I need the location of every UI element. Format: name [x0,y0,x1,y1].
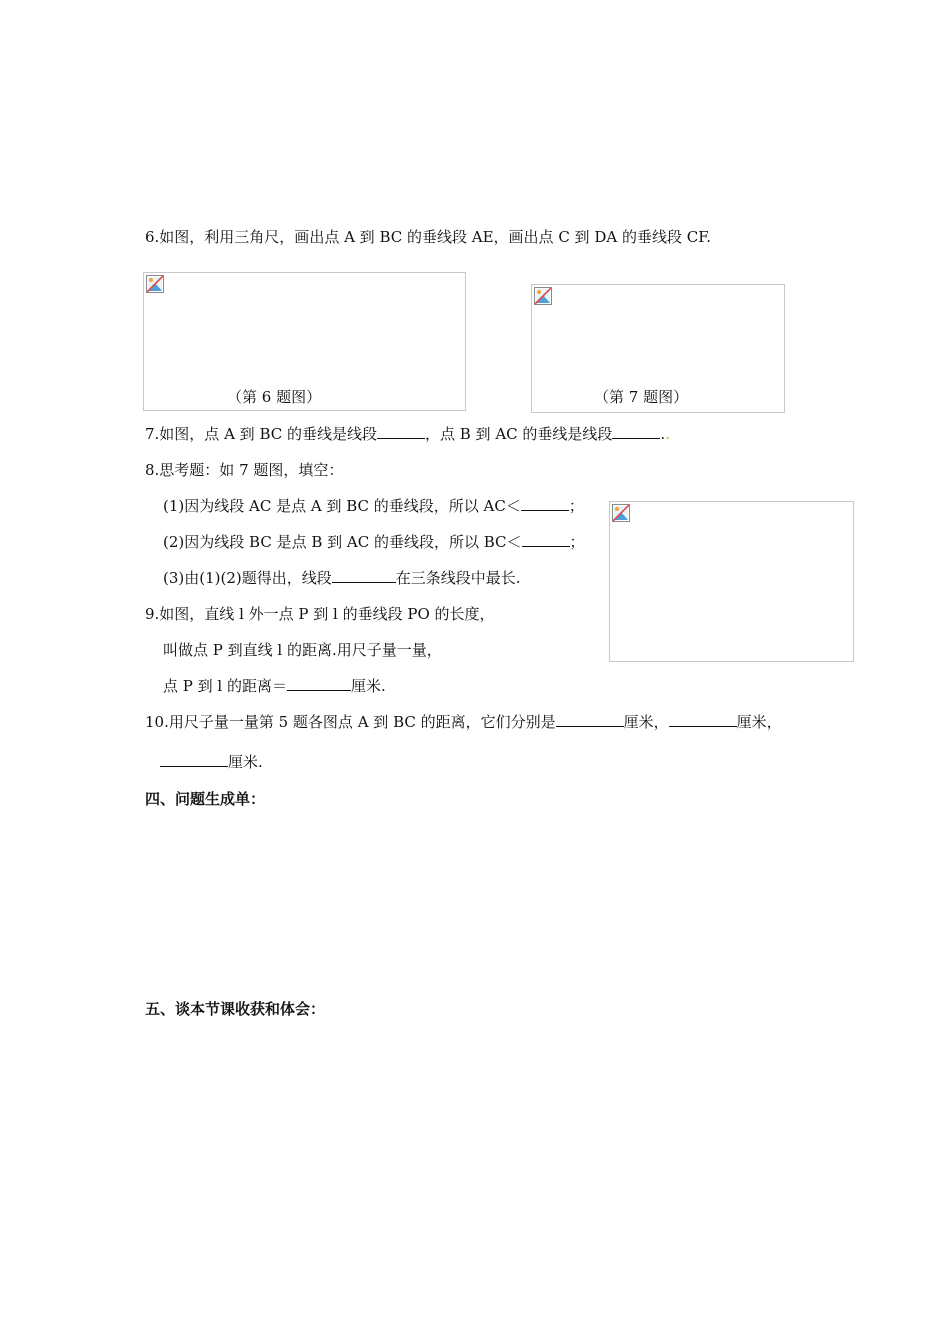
question-8-title: 8.思考题：如 7 题图，填空： [145,461,344,479]
question-9-line-2: 叫做点 P 到直线 l 的距离.用尺子量一量， [163,641,442,659]
answer-blank[interactable] [521,496,569,511]
answer-blank[interactable] [332,568,396,583]
answer-blank[interactable] [160,752,228,767]
question-9-line-1: 9.如图，直线 l 外一点 P 到 l 的垂线段 PO 的长度， [145,605,495,623]
answer-blank[interactable] [287,676,351,691]
broken-image-icon [534,287,552,305]
answer-blank[interactable] [669,712,737,727]
figure-7-placeholder [531,284,785,413]
answer-blank[interactable] [556,712,624,727]
broken-image-icon [612,504,630,522]
q9-text-b: 厘米. [350,677,386,695]
q8-item3-text-b: 在三条线段中最长. [395,569,521,587]
q10-unit-3: 厘米. [228,753,263,771]
answer-blank[interactable] [612,424,660,439]
q7-text-4: . [665,425,670,443]
question-6: 6.如图，利用三角尺，画出点 A 到 BC 的垂线段 AE，画出点 C 到 DA 的垂线段 CF. [145,228,712,246]
q7-text-2: ，点 B 到 AC 的垂线是线段 [425,425,613,443]
q7-text-3: . [660,425,666,443]
question-8-item-1 [163,496,584,516]
question-9-line-3 [163,676,386,696]
q10-unit-1: 厘米， [623,713,669,731]
section-five-heading: 五、谈本节课收获和体会： [145,1000,326,1018]
q10-text: 10.用尺子量一量第 5 题各图点 A 到 BC 的距离，它们分别是 [145,713,556,731]
figure-9-placeholder [609,501,854,662]
answer-blank[interactable] [522,532,570,547]
q8-item2-end: ； [569,533,585,551]
question-8-item-2 [163,532,585,552]
q8-item2-text: (2)因为线段 BC 是点 B 到 AC 的垂线段，所以 BC＜ [163,533,522,551]
q8-item3-text-a: (3)由(1)(2)题得出，线段 [163,569,332,587]
q9-text-a: 点 P 到 l 的距离＝ [163,677,287,695]
q8-item1-text: (1)因为线段 AC 是点 A 到 BC 的垂线段，所以 AC＜ [163,497,521,515]
section-four-heading: 四、问题生成单： [145,790,266,808]
figure-6-caption: （第 6 题图） [227,388,322,406]
q7-text-1: 7.如图，点 A 到 BC 的垂线是线段 [145,425,377,443]
question-7 [145,424,670,444]
q8-item1-end: ； [568,497,584,515]
figure-6-placeholder [143,272,466,411]
broken-image-icon [146,275,164,293]
question-10-line-2 [160,752,263,772]
question-10-line-1 [145,712,782,732]
q10-unit-2: 厘米， [736,713,782,731]
figure-7-caption: （第 7 题图） [594,388,689,406]
question-8-item-3 [163,568,521,588]
answer-blank[interactable] [377,424,425,439]
